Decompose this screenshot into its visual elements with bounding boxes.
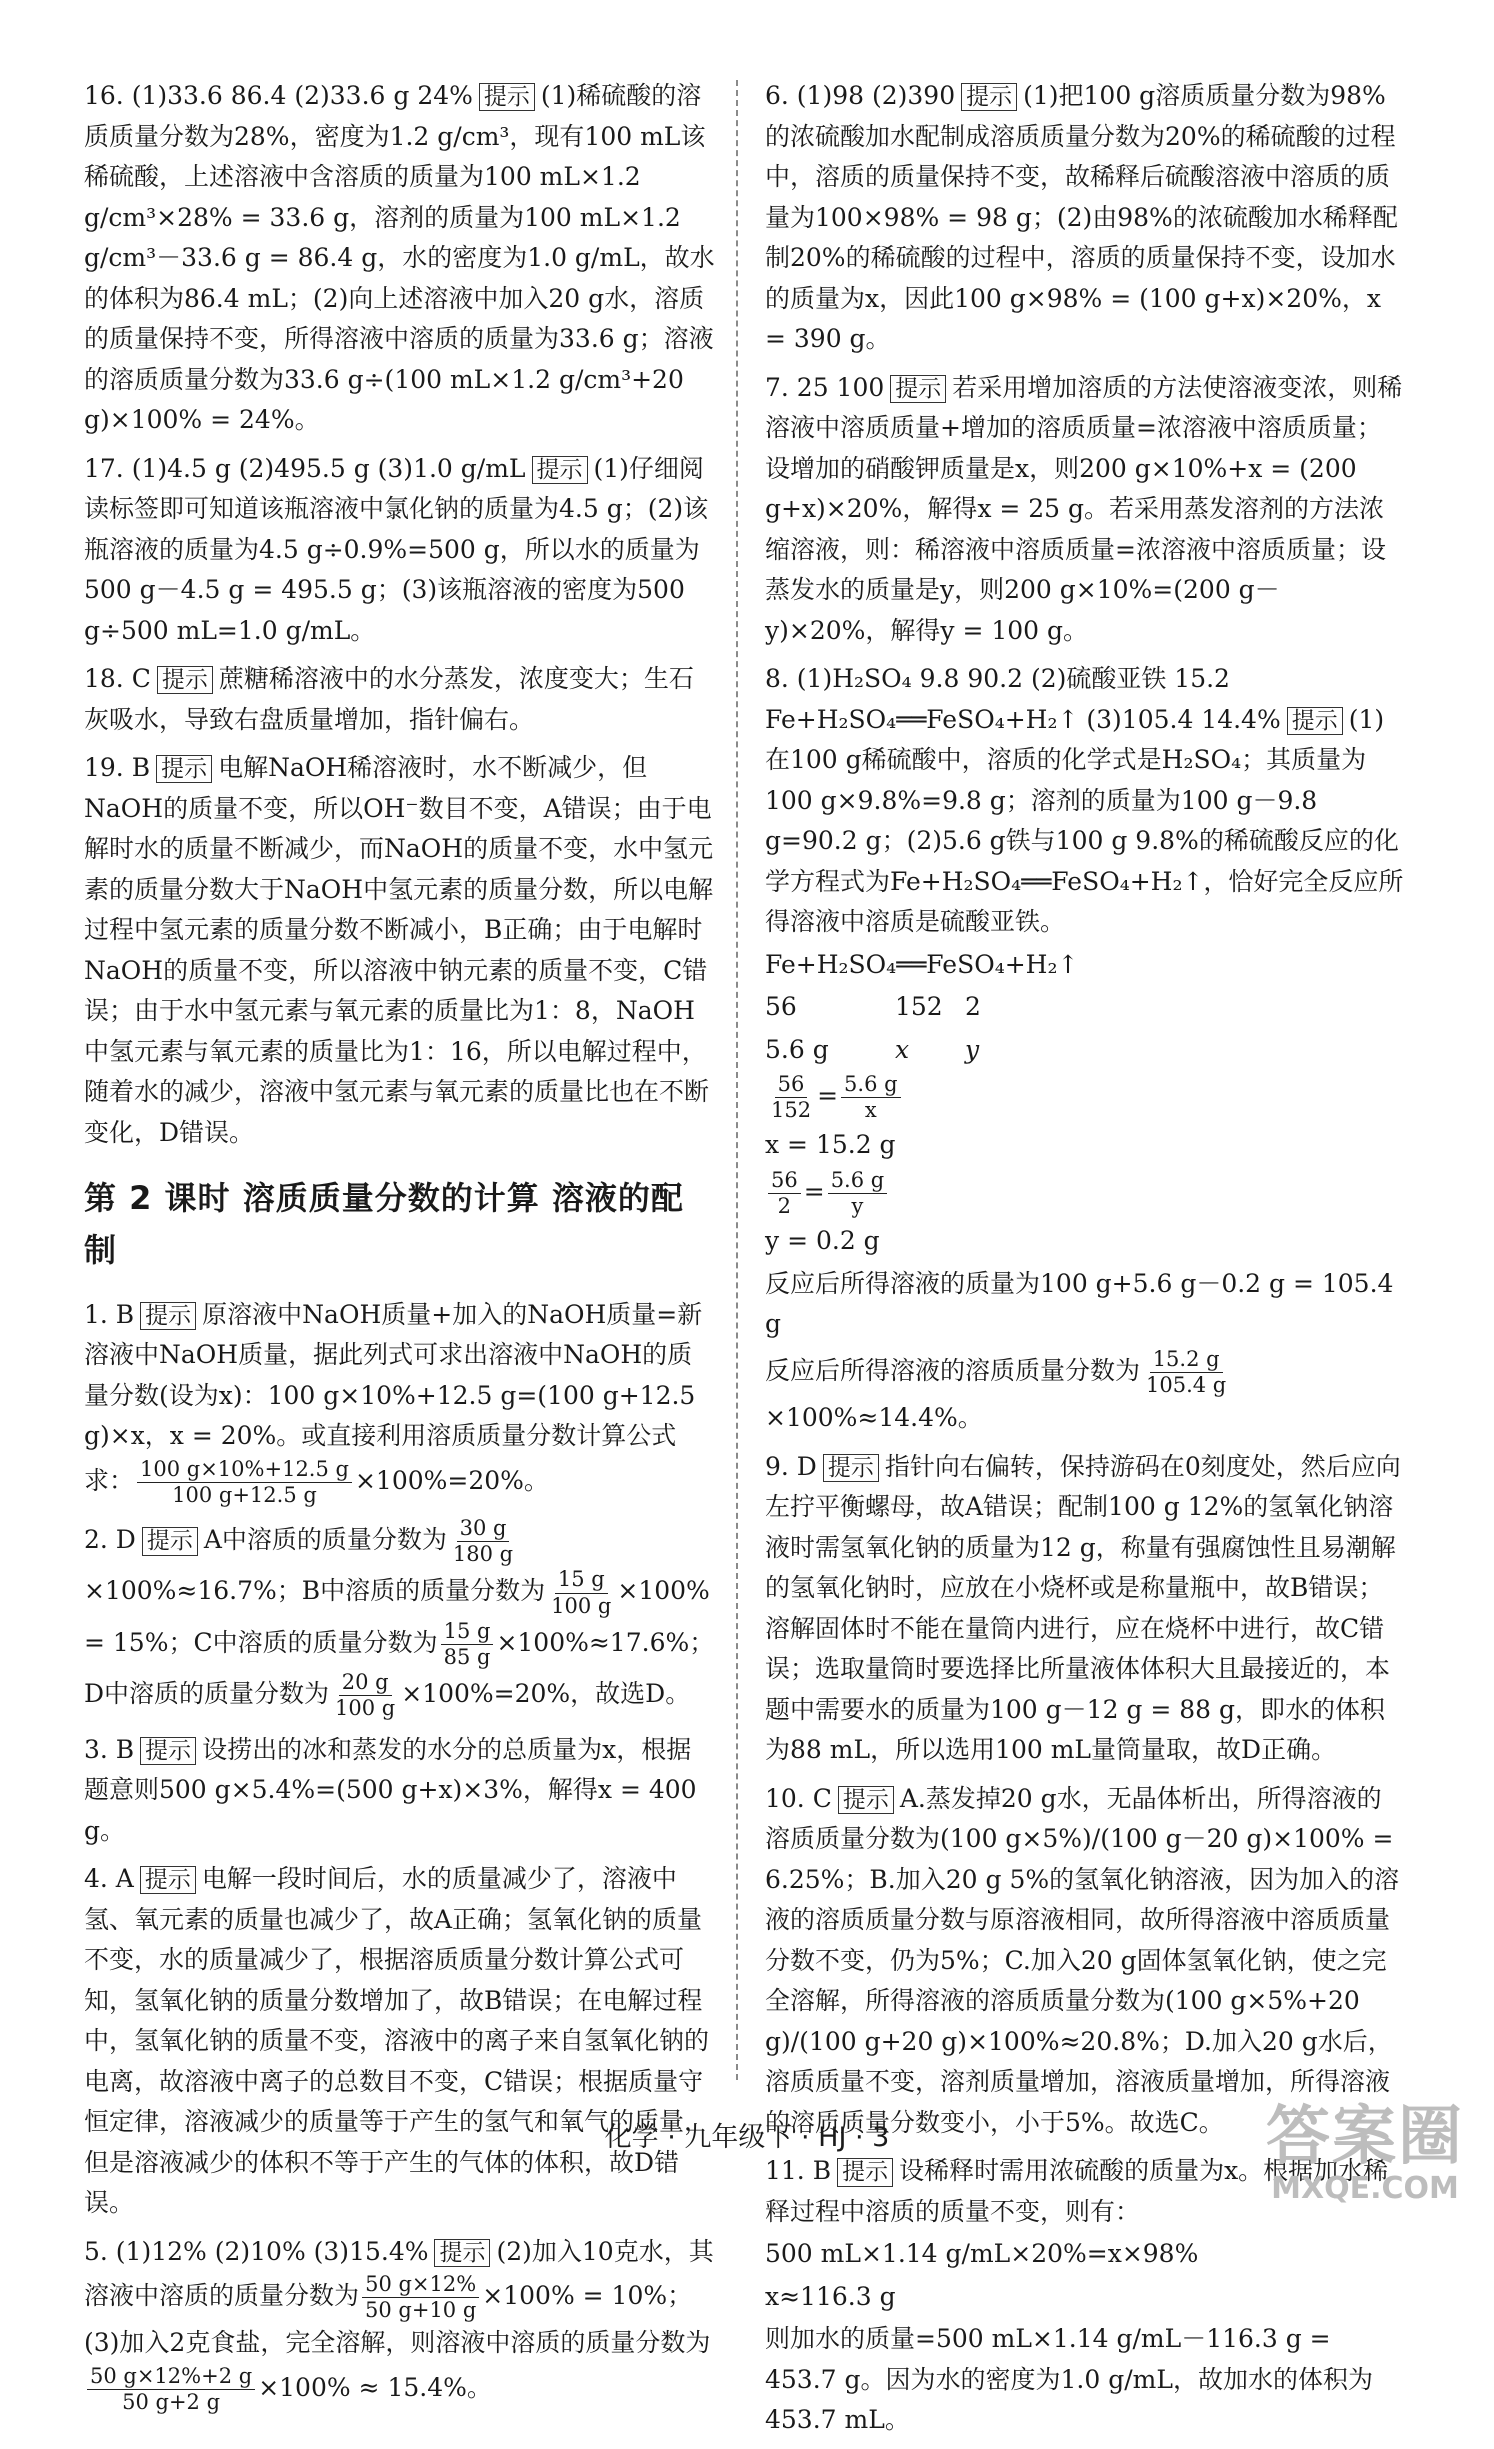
tip-label: 提示: [1287, 707, 1343, 735]
fraction-numerator: 30 g: [457, 1516, 510, 1542]
fraction-denominator: 2: [777, 1194, 792, 1219]
answer-18-key: 18. C: [84, 664, 151, 693]
tip-label: 提示: [890, 375, 946, 403]
chemical-equation: Fe+H₂SO₄══FeSO₄+H₂↑: [765, 949, 1079, 979]
fraction: [137, 1457, 352, 1508]
fraction-numerator: 50 g×12%: [362, 2272, 479, 2298]
fraction-numerator: 5.6 g: [841, 1072, 901, 1098]
answer-19-key: 19. B: [84, 753, 151, 782]
fraction: [362, 2272, 479, 2323]
left-column: [84, 76, 716, 2423]
tip-label: 提示: [479, 83, 535, 111]
fraction-numerator: 15 g: [555, 1567, 608, 1593]
fraction-denominator: 100 g+12.5 g: [172, 1482, 317, 1507]
fraction-denominator: x: [864, 1098, 877, 1123]
answer-8-explanation: (1)在100 g稀硫酸中，溶质的化学式是H₂SO₄；其质量为100 g×9.8%=9.8 g；溶剂的质量为100 g－9.8 g=90.2 g；(2)5.6 g铁与100 g 9.8%的稀硫酸反应的化学方程式为Fe+H₂SO₄══FeSO₄+H₂↑，恰好完全反应所得溶液中溶质是硫酸亚铁。: [765, 704, 1404, 936]
tip-label: 提示: [157, 666, 213, 694]
fraction-numerator: 50 g×12%+2 g: [87, 2364, 255, 2390]
section-title: 第 2 课时 溶质质量分数的计算 溶液的配制: [84, 1179, 684, 1269]
tip-label: 提示: [140, 1866, 196, 1894]
answer-17: [84, 449, 716, 652]
y-result: y = 0.2 g: [765, 1226, 880, 1256]
answer-3-key: 3. B: [84, 1734, 135, 1764]
answer-18: [84, 659, 716, 740]
answer-2-b: ×100%≈16.7%；B中溶质的质量分数为: [84, 1576, 546, 1606]
page-footer: 化学 · 九年级下 · HJ · 3: [604, 2122, 890, 2153]
answer-5-mid: ×100% = 10%；(3)加入2克食盐，完全溶解，则溶液中溶质的质量分数为: [84, 2281, 711, 2358]
answer-6-key: 6. (1)98 (2)390: [765, 81, 956, 110]
answer-11-key: 11. B: [765, 2156, 832, 2186]
fraction: [841, 1072, 901, 1123]
tip-label: 提示: [837, 2158, 893, 2186]
tip-label: 提示: [961, 83, 1017, 111]
x-result: x = 15.2 g: [765, 1130, 896, 1160]
fraction-denominator: 50 g+10 g: [365, 2298, 477, 2323]
answer-2-key: 2. D: [84, 1525, 136, 1555]
fraction-numerator: 56: [768, 1168, 801, 1194]
answer-10: [765, 1779, 1405, 2144]
fraction: [548, 1567, 614, 1618]
solution-mass-line: 反应后所得溶液的质量为100 g+5.6 g－0.2 g = 105.4 g: [765, 1268, 1394, 1339]
right-column: [765, 76, 1405, 2449]
calc-line: 500 mL×1.14 g/mL×20%=x×98%: [765, 2239, 1199, 2269]
answer-16-explanation: (1)稀硫酸的溶质质量分数为28%，密度为1.2 g/cm³，现有100 mL该稀硫酸，上述溶液中含溶质的质量为100 mL×1.2 g/cm³×28% = 33.6 g，溶剂的质量为100 mL×1.2 g/cm³－33.6 g = 86.4 g，水的密度为1.0 g/mL，故水的体积为86.4 mL；(2)向上述溶液中加入20 g水，溶质的质量保持不变，所得溶液中溶质的质量为33.6 g；溶液的溶质质量分数为33.6 g÷(100 mL×1.2 g/cm³+20 g)×100% = 24%。: [84, 81, 715, 434]
answer-5-tail: ×100% ≈ 15.4%。: [258, 2373, 492, 2403]
fraction-denominator: 105.4 g: [1146, 1372, 1227, 1397]
tip-label: 提示: [140, 1302, 196, 1330]
answer-2-a: A中溶质的质量分数为: [203, 1525, 447, 1555]
given-mass-row: [765, 1030, 1405, 1071]
answer-1-key: 1. B: [84, 1299, 135, 1329]
fraction: [450, 1516, 516, 1567]
fraction: [768, 1168, 801, 1219]
answer-2-d: ×100%≈17.6%；D中溶质的质量分数为: [84, 1627, 715, 1709]
answer-6: [765, 76, 1405, 360]
answer-10-key: 10. C: [765, 1783, 832, 1813]
answer-8-key: 8. (1)H₂SO₄ 9.8 90.2 (2)硫酸亚铁 15.2 Fe+H₂SO₄══FeSO₄+H₂↑ (3)105.4 14.4%: [765, 664, 1281, 734]
answer-2: [84, 1516, 716, 1722]
answer-17-key: 17. (1)4.5 g (2)495.5 g (3)1.0 g/mL: [84, 453, 526, 483]
fraction: [1143, 1347, 1229, 1398]
fraction-numerator: 20 g: [339, 1670, 392, 1696]
fraction-numerator: 100 g×10%+12.5 g: [137, 1457, 352, 1483]
answer-1-tail: ×100%=20%。: [354, 1465, 549, 1495]
given-fe: 5.6 g: [765, 1034, 829, 1064]
tip-label: 提示: [142, 1527, 198, 1555]
tip-label: 提示: [140, 1737, 196, 1765]
fraction-numerator: 15.2 g: [1150, 1347, 1223, 1373]
fraction-denominator: 152: [771, 1098, 812, 1123]
calc-line: x≈116.3 g: [765, 2281, 896, 2311]
answer-7-explanation: 若采用增加溶质的方法使溶液变浓，则稀溶液中溶质质量+增加的溶质质量=浓溶液中溶质质量；设增加的硝酸钾质量是x，则200 g×10%+x = (200 g+x)×20%，解得x = 25 g。若采用蒸发溶剂的方法浓缩溶液，则：稀溶液中溶质质量=浓溶液中溶质质量；设蒸发水的质量是y，则200 g×10%=(200 g－y)×20%，解得y = 100 g。: [765, 372, 1403, 645]
answer-2-tail: ×100%=20%，故选D。: [401, 1679, 691, 1709]
answer-19: [84, 748, 716, 1153]
answer-7: [765, 368, 1405, 652]
answer-18-explanation: 蔗糖稀溶液中的水分蒸发，浓度变大；生石灰吸水，导致右盘质量增加，指针偏右。: [84, 664, 694, 734]
fraction-denominator: 50 g+2 g: [122, 2390, 221, 2415]
answer-6-explanation: (1)把100 g溶质质量分数为98%的浓硫酸加水配制成溶质质量分数为20%的稀硫酸的过程中，溶质的质量保持不变，故稀释后硫酸溶液中溶质的质量为100×98% = 98 g；(2)由98%的浓硫酸加水稀释配制20%的稀硫酸的过程中，溶质的质量保持不变，设加水的质量为x，因此100 g×98% = (100 g+x)×20%，x = 390 g。: [765, 81, 1398, 353]
fraction-denominator: y: [851, 1194, 864, 1219]
fraction-numerator: 56: [775, 1072, 808, 1098]
fraction: [332, 1670, 398, 1721]
answer-11-explanation: 设稀释时需用浓硫酸的质量为x。根据加水稀释过程中溶质的质量不变，则有：: [765, 2156, 1389, 2226]
fraction: [441, 1619, 494, 1670]
calc-line: 则加水的质量=500 mL×1.14 g/mL－116.3 g = 453.7 g。因为水的密度为1.0 g/mL，故加水的体积为453.7 mL。: [765, 2324, 1373, 2435]
tip-label: 提示: [156, 755, 212, 783]
mass-feso4: 152: [895, 992, 943, 1021]
mass-h2: 2: [965, 992, 981, 1021]
fraction-result-tail: ×100%≈14.4%。: [765, 1403, 983, 1433]
answer-1-explanation: 原溶液中NaOH质量+加入的NaOH质量=新溶液中NaOH质量，据此列式可求出溶液中NaOH的质量分数(设为x)：100 g×10%+12.5 g=(100 g+12.5 g)×x，x = 20%。或直接利用溶质质量分数计算公式求：: [84, 1299, 703, 1495]
answer-8: [765, 659, 1405, 1439]
answer-5-key: 5. (1)12% (2)10% (3)15.4%: [84, 2236, 429, 2266]
answer-9-explanation: 指针向右偏转，保持游码在0刻度处，然后应向左拧平衡螺母，故A错误；配制100 g 12%的氢氧化钠溶液时需氢氧化钠的质量为12 g，称量有强腐蚀性且易潮解的氢氧化钠时，应放在小烧杯或是称量瓶中，故B错误；溶解固体时不能在量筒内进行，应在烧杯中进行，故C错误；选取量筒时要选择比所量液体体积大且最接近的，本题中需要水的质量为100 g－12 g = 88 g，即水的体积为88 mL，所以选用100 mL量筒量取，故D正确。: [765, 1451, 1401, 1765]
equals-sign: =: [817, 1081, 839, 1111]
answer-16-key: 16. (1)33.6 86.4 (2)33.6 g 24%: [84, 81, 473, 110]
mass-fe: 56: [765, 992, 797, 1021]
fraction-numerator: 5.6 g: [828, 1168, 888, 1194]
answer-19-explanation: 电解NaOH稀溶液时，水不断减少，但NaOH的质量不变，所以OH⁻数目不变，A错误；由于电解时水的质量不断减少，而NaOH的质量不变，水中氢元素的质量分数大于NaOH中氢元素的质量分数，所以电解过程中氢元素的质量分数不断减小，B正确；由于电解时NaOH的质量不变，所以溶液中钠元素的质量不变，C错误；由于水中氢元素与氧元素的质量比为1：8，NaOH中氢元素与氧元素的质量比为1：16，所以电解过程中，随着水的减少，溶液中氢元素与氧元素的质量比也在不断变化，D错误。: [84, 753, 714, 1147]
proportion-x: [765, 1072, 1405, 1123]
answer-10-explanation: A.蒸发掉20 g水，无晶体析出，所得溶液的溶质质量分数为(100 g×5%)/(100 g－20 g)×100% = 6.25%；B.加入20 g 5%的氢氧化钠溶液，因为加入的溶液的溶质质量分数与原溶液相同，故所得溶液中溶质质量分数不变，仍为5%；C.加入20 g固体氢氧化钠，使之完全溶解，所得溶液的溶质质量分数为(100 g×5%+20 g)/(100 g+20 g)×100%≈20.8%；D.加入20 g水后，溶质质量不变，溶剂质量增加，溶液质量增加，所得溶液的溶质质量分数变小，小于5%。故选C。: [765, 1783, 1400, 2137]
equals-sign: =: [803, 1177, 825, 1207]
tip-label: 提示: [823, 1454, 879, 1482]
tip-label: 提示: [434, 2239, 490, 2267]
fraction-denominator: 180 g: [452, 1542, 514, 1567]
tip-label: 提示: [532, 456, 588, 484]
answer-1: [84, 1295, 716, 1508]
watermark-url: MXQE.COM: [1271, 2171, 1459, 2206]
proportion-y: [765, 1168, 1405, 1219]
fraction-result-line: [765, 1347, 1405, 1439]
fraction-denominator: 100 g: [335, 1696, 396, 1721]
watermark-logo: 答案圈: [1266, 2099, 1464, 2174]
unknown-y: y: [965, 1034, 980, 1064]
answer-16: [84, 76, 716, 441]
answer-4-explanation: 电解一段时间后，水的质量减少了，溶液中氢、氧元素的质量也减少了，故A正确；氢氧化钠的质量不变，水的质量减少了，根据溶质质量分数计算公式可知，氢氧化钠的质量分数增加了，故B错误；在电解过程中，氢氧化钠的质量不变，溶液中的离子来自氢氧化钠的电离，故溶液中离子的总数目不变，C错误；根据质量守恒定律，溶液减少的质量等于产生的氢气和氧气的质量，但是溶液减少的体积不等于产生的气体的体积，故D错误。: [84, 1864, 710, 2218]
fraction: [768, 1072, 814, 1123]
answer-4-key: 4. A: [84, 1864, 134, 1894]
answer-5-explanation: (2)加入10克水，其溶液中溶质的质量分数为: [84, 2236, 714, 2311]
answer-7-key: 7. 25 100: [765, 372, 885, 402]
watermark: [1266, 2099, 1464, 2206]
fraction-numerator: 15 g: [441, 1619, 494, 1645]
fraction: [87, 2364, 255, 2415]
unknown-x: x: [895, 1034, 910, 1064]
fraction-denominator: 85 g: [443, 1644, 491, 1669]
answer-9-key: 9. D: [765, 1451, 817, 1481]
fraction-result-text: 反应后所得溶液的溶质质量分数为: [765, 1355, 1141, 1385]
answer-3: [84, 1730, 716, 1852]
answer-3-explanation: 设捞出的冰和蒸发的水分的总质量为x，根据题意则500 g×5.4%=(500 g+x)×3%，解得x = 400 g。: [84, 1734, 697, 1845]
answer-4: [84, 1859, 716, 2224]
mass-ratio-row: [765, 987, 1405, 1028]
answer-5: [84, 2232, 716, 2416]
column-divider: [736, 80, 738, 2080]
answer-17-explanation: (1)仔细阅读标签即可知道该瓶溶液中氯化钠的质量为4.5 g；(2)该瓶溶液的质量为4.5 g÷0.9%=500 g，所以水的质量为500 g－4.5 g = 495.5 g；(3)该瓶溶液的密度为500 g÷500 mL=1.0 g/mL。: [84, 453, 709, 645]
fraction: [828, 1168, 888, 1219]
tip-label: 提示: [838, 1786, 894, 1814]
answer-9: [765, 1447, 1405, 1771]
fraction-denominator: 100 g: [551, 1593, 612, 1618]
answer-2-c: ×100% = 15%；C中溶质的质量分数为: [84, 1576, 710, 1657]
